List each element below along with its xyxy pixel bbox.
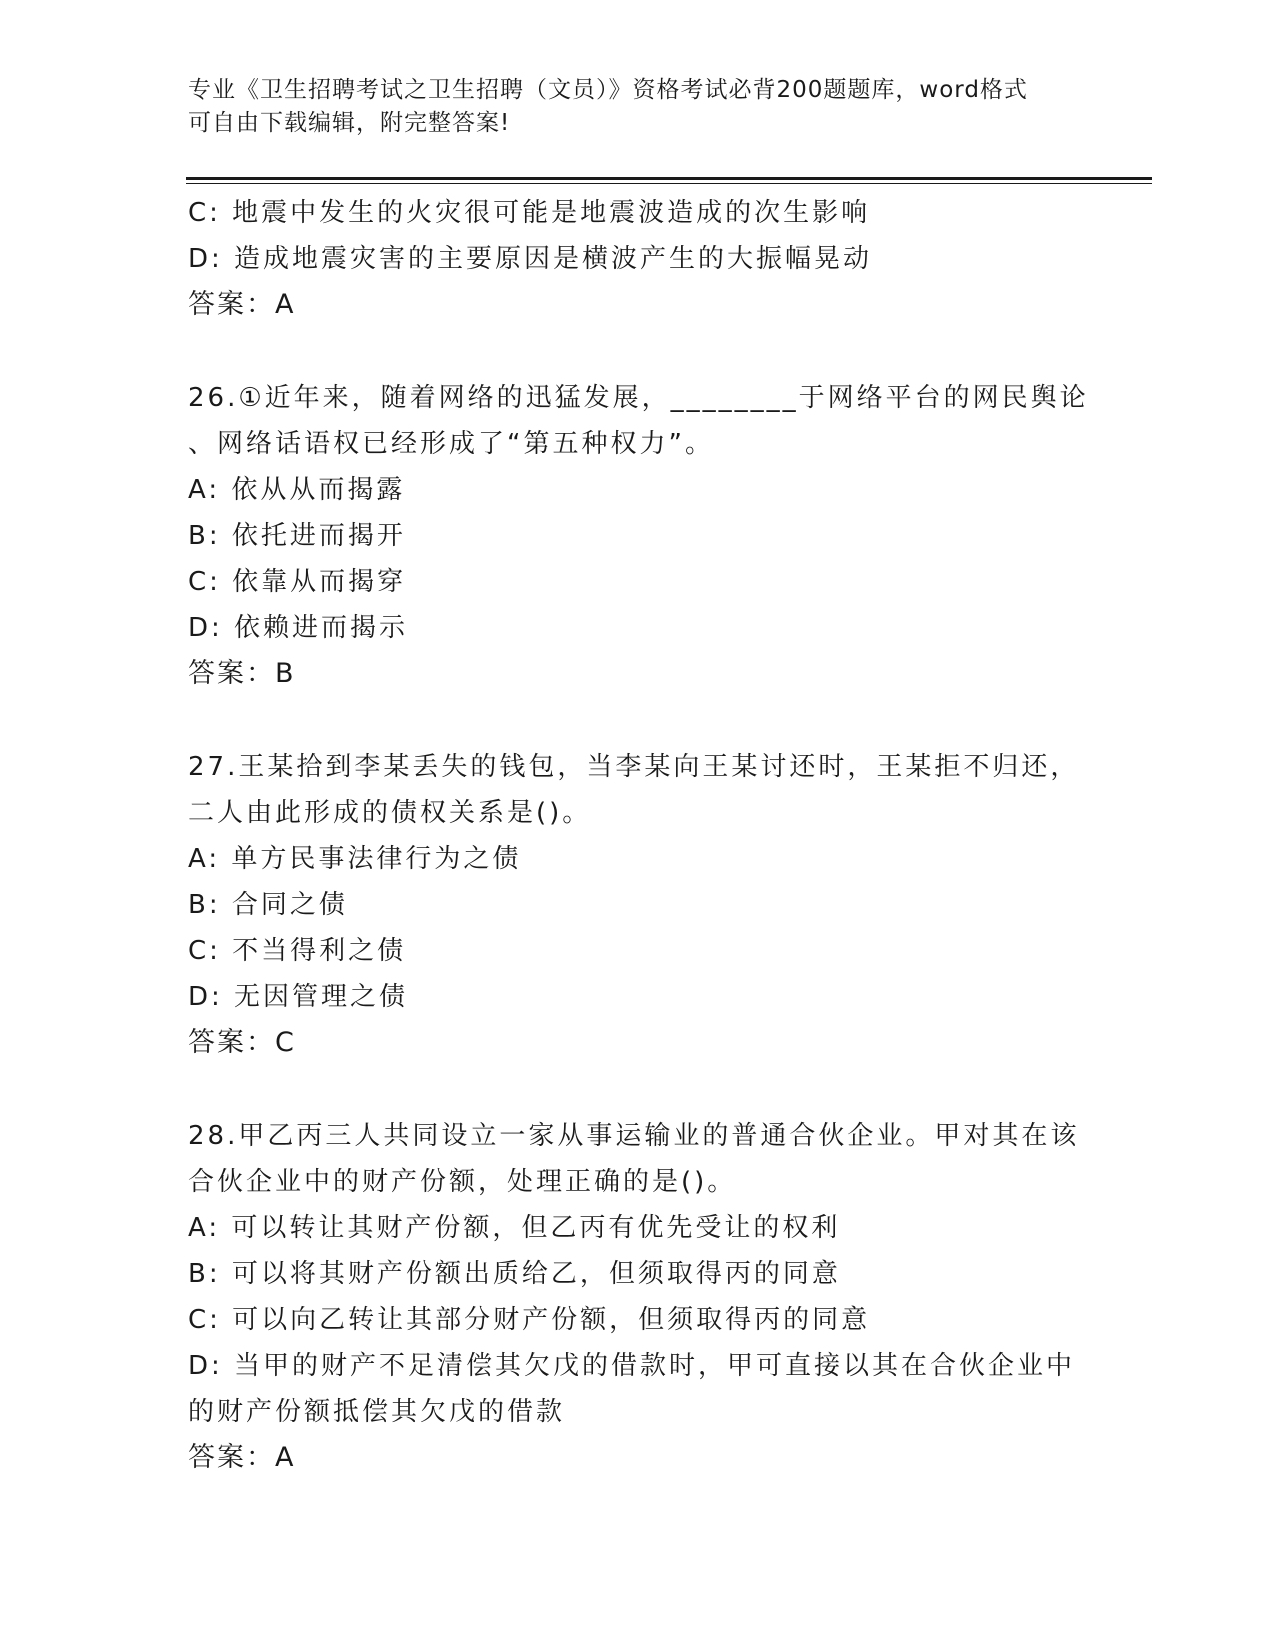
header-divider-thin [186,183,1152,184]
question-spacer [188,328,1088,375]
answer-line: 答案：C [188,1027,296,1058]
header-title-line-1: 专业《卫生招聘考试之卫生招聘（文员）》资格考试必背200题题库，word格式 [188,77,1028,103]
question-26 [188,375,1088,697]
question-stem-line-2: 、网络话语权已经形成了“第五种权力”。 [188,429,714,459]
option-c: C: 不当得利之债 [188,936,407,966]
option-b: B: 依托进而揭开 [188,521,406,551]
question-28 [188,1113,1088,1481]
question-stem-line-1: 28.甲乙丙三人共同设立一家从事运输业的普通合伙企业。甲对其在该 [188,1121,1080,1151]
option-a: A: 可以转让其财产份额，但乙丙有优先受让的权利 [188,1213,841,1243]
answer-line: 答案：A [188,1442,296,1473]
option-b: B: 可以将其财产份额出质给乙，但须取得丙的同意 [188,1259,841,1289]
header-title-line-2: 可自由下载编辑，附完整答案! [188,110,511,136]
option-d-continued: 的财产份额抵偿其欠戊的借款 [188,1397,566,1427]
option-d: D: 无因管理之债 [188,982,409,1012]
question-27 [188,744,1088,1066]
question-spacer [188,697,1088,744]
answer-line: 答案：B [188,658,296,689]
question-25-continued [188,190,1088,328]
option-b: B: 合同之债 [188,890,348,920]
option-a: A: 单方民事法律行为之债 [188,844,522,874]
option-d: D: 造成地震灾害的主要原因是横波产生的大振幅晃动 [188,244,873,274]
question-content [188,190,1088,1481]
option-d: D: 依赖进而揭示 [188,613,409,643]
question-stem-line-1: 27.王某拾到李某丢失的钱包，当李某向王某讨还时，王某拒不归还， [188,752,1080,782]
option-d: D: 当甲的财产不足清偿其欠戊的借款时，甲可直接以其在合伙企业中 [188,1351,1076,1381]
page-header [188,74,1068,140]
question-stem-line-1: 26.①近年来，随着网络的迅猛发展，________于网络平台的网民舆论 [188,383,1089,413]
answer-line: 答案：A [188,289,296,320]
option-c: C: 依靠从而揭穿 [188,567,407,597]
option-c: C: 可以向乙转让其部分财产份额，但须取得丙的同意 [188,1305,871,1335]
option-c: C: 地震中发生的火灾很可能是地震波造成的次生影响 [188,198,871,228]
question-spacer [188,1066,1088,1113]
header-divider-thick [186,177,1152,180]
question-stem-line-2: 合伙企业中的财产份额，处理正确的是()。 [188,1167,737,1197]
option-a: A: 依从从而揭露 [188,475,406,505]
question-stem-line-2: 二人由此形成的债权关系是()。 [188,798,592,828]
